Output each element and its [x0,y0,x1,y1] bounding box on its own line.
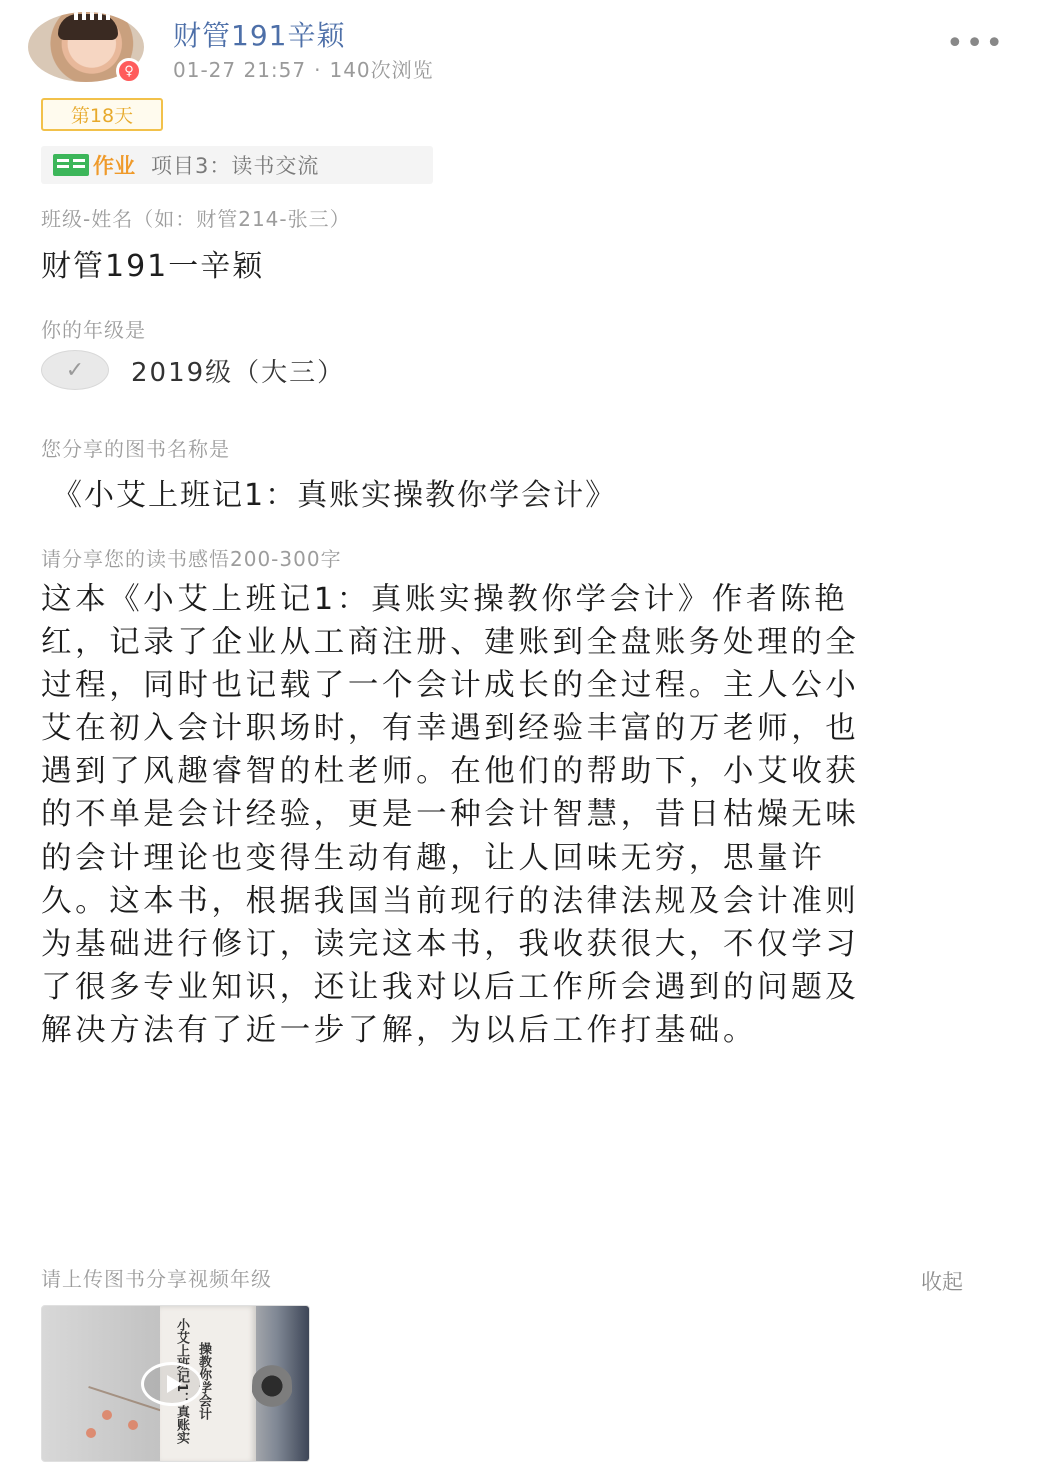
question-label-grade: 你的年级是 [41,318,146,342]
play-icon[interactable] [141,1362,203,1406]
task-type: 作业 [93,154,135,178]
view-count: 140次浏览 [329,58,434,82]
answer-grade: 2019级（大三） [131,358,346,388]
cover-book-title: 小艾上班记1：真账实 [174,1318,189,1445]
post-time: 01-27 21:57 [173,58,307,82]
avatar-crown [74,12,114,20]
book-icon [53,154,89,176]
user-badge-icon: ♀ [116,58,142,84]
collapse-button[interactable]: 收起 [921,1270,963,1294]
cover-flower [102,1410,112,1420]
day-badge: 第18天 [41,98,163,131]
task-name: 项目3：读书交流 [151,154,320,178]
answer-reflection: 这本《小艾上班记1：真账实操教你学会计》作者陈艳红，记录了企业从工商注册、建账到全盘账务处理的全过程，同时也记载了一个会计成长的全过程。主人公小艾在初入会计职场时，有幸遇到经验丰富的万老师，也遇到了风趣睿智的杜老师。在他们的帮助下，小艾收获的不单是会计经验，更是一种会计智慧，昔日枯燥无味的会计理论也变得生动有趣，让人回味无穷，思量许久。这本书，根据我国当前现行的法律法规及会计准则为基础进行修订，读完这本书，我收获很大，不仅学习了很多专业知识，还让我对以后工作所会遇到的问题及解决方法有了近一步了解，为以后工作打基础。 [41,582,860,1048]
video-thumbnail[interactable] [41,1305,310,1462]
question-label-reflection: 请分享您的读书感悟200-300字 [41,547,342,571]
question-label-book-title: 您分享的图书名称是 [41,437,230,461]
cover-plant [252,1358,292,1414]
more-horizontal-icon[interactable]: ••• [946,26,1006,61]
answer-book-title: 《小艾上班记1：真账实操教你学会计》 [52,478,618,513]
author-name[interactable]: 财管191辛颖 [173,19,346,52]
question-label-video: 请上传图书分享视频年级 [41,1267,272,1291]
task-link[interactable] [41,146,433,184]
cover-flower [86,1428,96,1438]
cover-book-subtitle: 操教你学会计 [196,1342,211,1420]
question-label-class-name: 班级-姓名（如：财管214-张三） [41,207,351,231]
post-header [0,0,1047,95]
answer-class-name: 财管191一辛颖 [41,249,265,284]
post-meta [173,54,434,83]
cover-flower [128,1420,138,1430]
checkmark-icon: ✓ [41,350,109,390]
meta-separator: · [314,58,322,82]
